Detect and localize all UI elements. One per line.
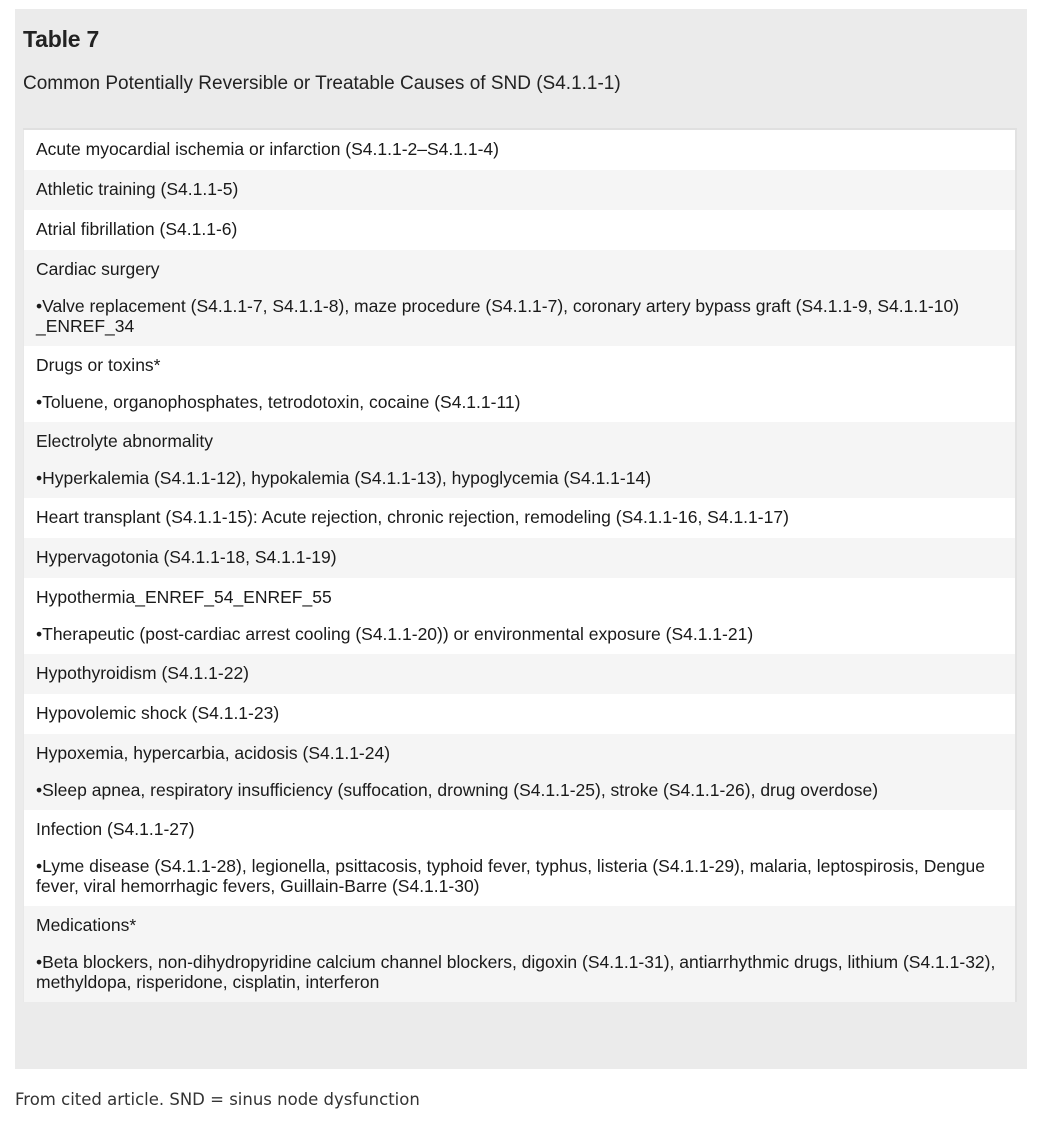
table-caption: Common Potentially Reversible or Treatable Causes of SND (S4.1.1-1) [23, 73, 621, 94]
row-cause: Infection (S4.1.1-27) [36, 819, 195, 839]
table-row [23, 538, 1017, 578]
table-row [23, 654, 1017, 694]
row-detail: •Toluene, organophosphates, tetrodotoxin, cocaine (S4.1.1-11) [36, 392, 521, 412]
row-cause: Hypoxemia, hypercarbia, acidosis (S4.1.1-24) [36, 743, 391, 763]
row-cause: Hypervagotonia (S4.1.1-18, S4.1.1-19) [36, 547, 337, 567]
table-row [23, 498, 1017, 538]
table-row [23, 734, 1017, 810]
row-cause: Drugs or toxins* [36, 355, 161, 375]
table-row [23, 346, 1017, 422]
table-row [23, 170, 1017, 210]
table-footnote: From cited article. SND = sinus node dysfunction [15, 1090, 420, 1109]
table-panel [15, 9, 1027, 1069]
table-row [23, 210, 1017, 250]
row-cause: Acute myocardial ischemia or infarction (S4.1.1-2–S4.1.1-4) [36, 139, 499, 159]
row-cause: Atrial fibrillation (S4.1.1-6) [36, 219, 238, 239]
table-label: Table 7 [23, 26, 100, 52]
table-body [23, 128, 1017, 1002]
table-row [23, 250, 1017, 346]
row-cause: Electrolyte abnormality [36, 431, 214, 451]
row-detail: •Hyperkalemia (S4.1.1-12), hypokalemia (S4.1.1-13), hypoglycemia (S4.1.1-14) [36, 468, 652, 488]
row-detail: •Beta blockers, non-dihydropyridine calcium channel blockers, digoxin (S4.1.1-31), antiarrhythmic drugs, lithium (S4.1.1-32), methyldopa, risperidone, cisplatin, interferon [36, 952, 996, 992]
table-row [23, 694, 1017, 734]
table-row [23, 578, 1017, 654]
row-cause: Hypothyroidism (S4.1.1-22) [36, 663, 249, 683]
row-cause: Hypovolemic shock (S4.1.1-23) [36, 703, 280, 723]
table-row [23, 422, 1017, 498]
row-detail: •Lyme disease (S4.1.1-28), legionella, psittacosis, typhoid fever, typhus, listeria (S4.1.1-29), malaria, leptospirosis, Dengue fever, viral hemorrhagic fevers, Guillain-Barre (S4.1.1-30) [36, 856, 986, 896]
table-row [23, 810, 1017, 906]
row-detail: •Therapeutic (post-cardiac arrest cooling (S4.1.1-20)) or environmental exposure (S4.1.1-21) [36, 624, 754, 644]
row-cause: Cardiac surgery [36, 259, 160, 279]
row-cause: Athletic training (S4.1.1-5) [36, 179, 239, 199]
table-row [23, 906, 1017, 1002]
row-cause: Hypothermia_ENREF_54_ENREF_55 [36, 587, 332, 607]
row-detail: •Sleep apnea, respiratory insufficiency (suffocation, drowning (S4.1.1-25), stroke (S4.1.1-26), drug overdose) [36, 780, 879, 800]
row-cause: Medications* [36, 915, 137, 935]
table-row [23, 130, 1017, 170]
row-detail: •Valve replacement (S4.1.1-7, S4.1.1-8), maze procedure (S4.1.1-7), coronary artery bypass graft (S4.1.1-9, S4.1.1-10) _ENREF_34 [36, 296, 960, 336]
row-cause: Heart transplant (S4.1.1-15): Acute rejection, chronic rejection, remodeling (S4.1.1-16, S4.1.1-17) [36, 507, 789, 527]
